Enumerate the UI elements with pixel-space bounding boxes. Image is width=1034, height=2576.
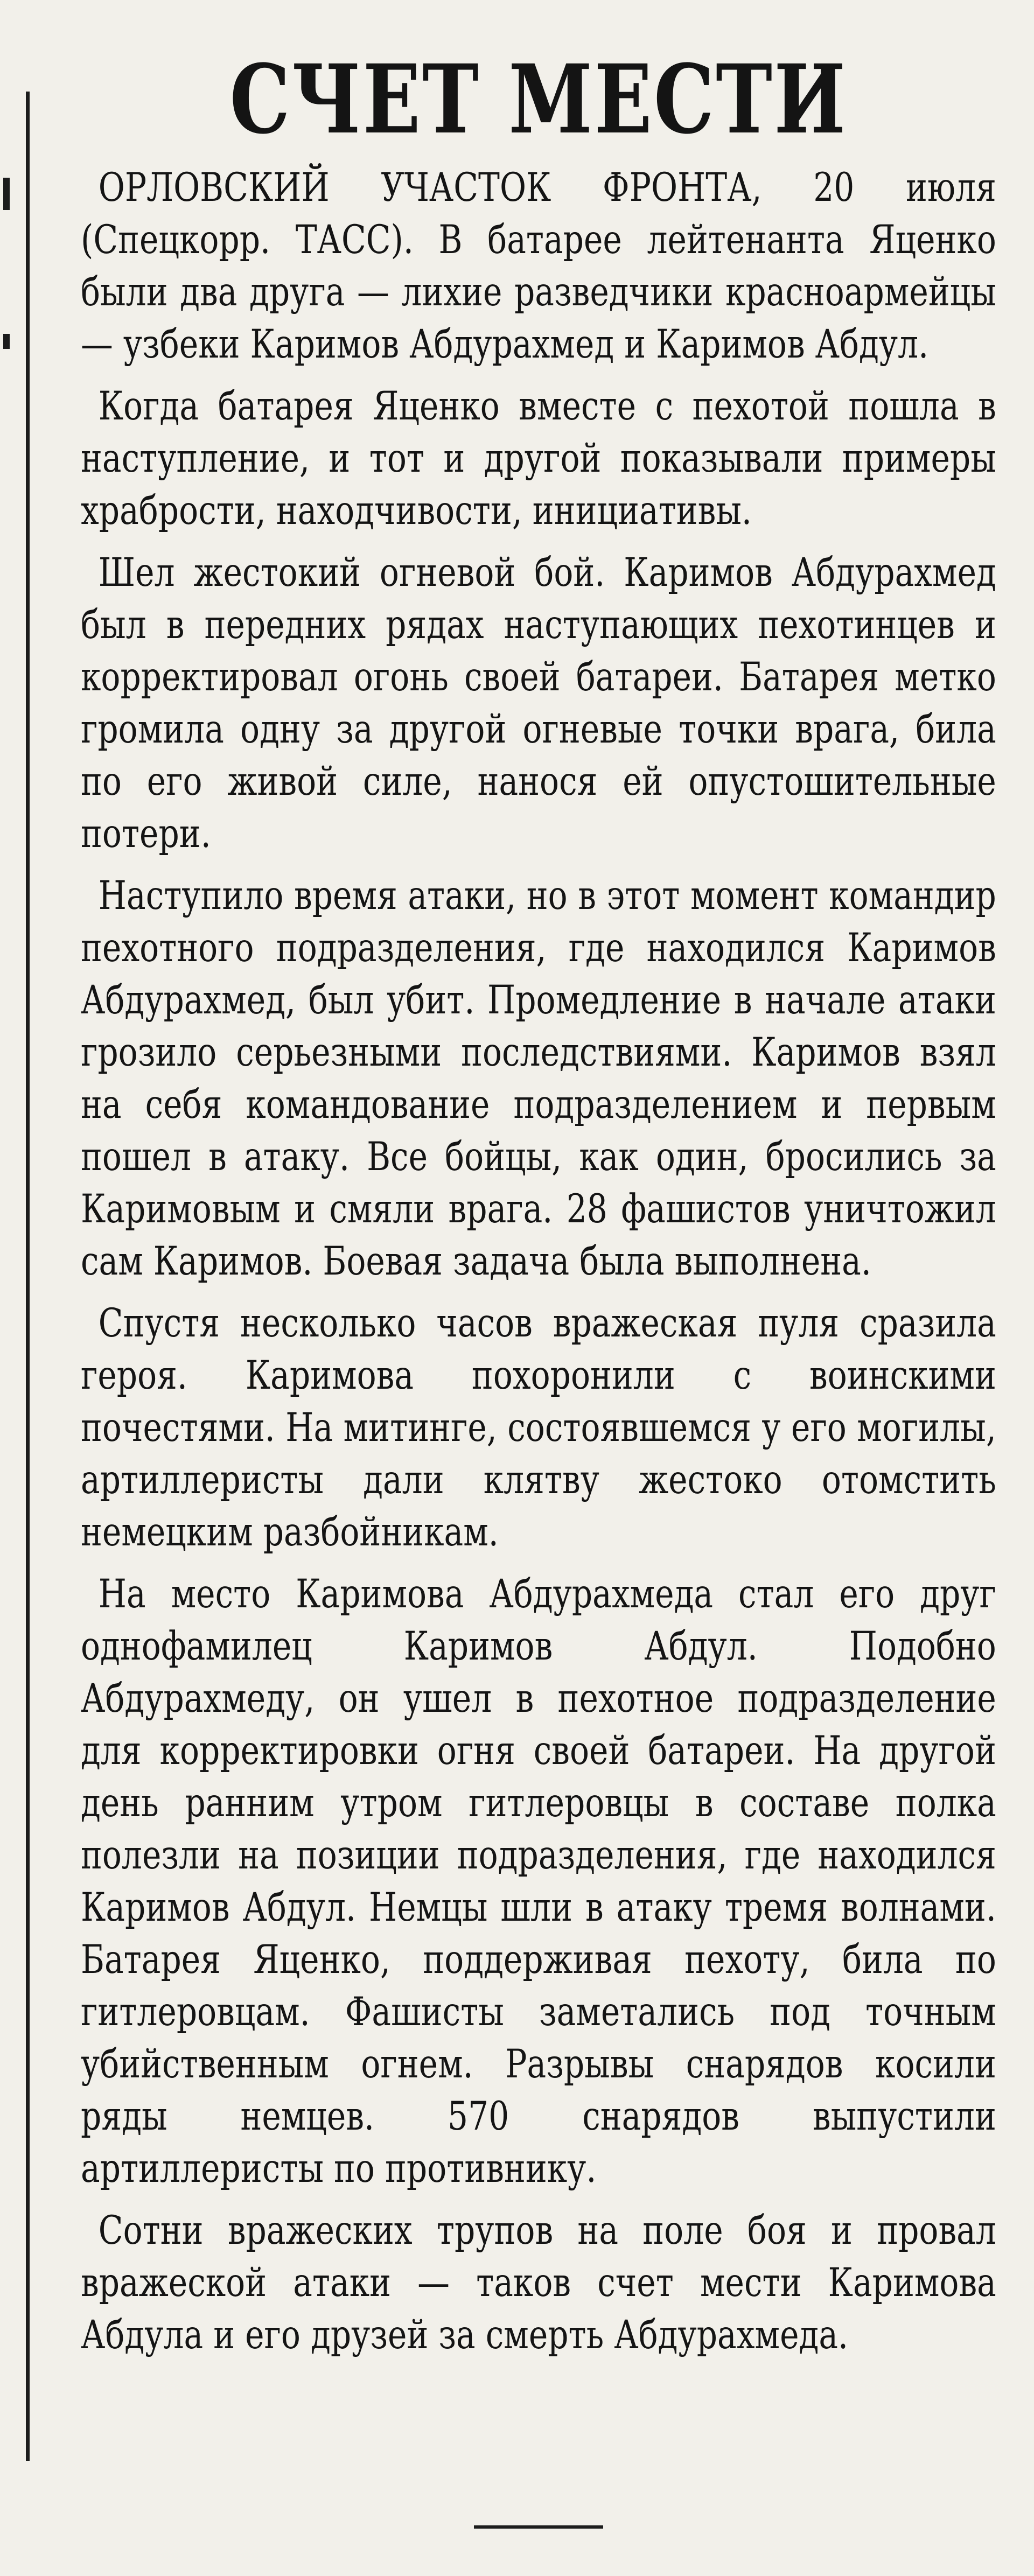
margin-tick-mark (3, 334, 10, 349)
article-paragraph: Спустя несколько часов вражеская пуля сразила героя. Каримова похоронили с воинскими почестями. На митинге, состоявшемся у его могилы, артиллеристы дали клятву жестоко отомстить немецким разбойникам. (81, 1300, 996, 1555)
article-headline: СЧЕТ МЕСТИ (229, 44, 848, 155)
article-paragraph: На место Каримова Абдурахмеда стал его друг однофамилец Каримов Абдул. Подобно Абдурахмеду, он ушел в пехотное подразделение для корректировки огня своей батареи. На другой день ранним утром гитлеровцы в составе полка полезли на позиции подразделения, где находился Каримов Абдул. Немцы шли в атаку тремя волнами. Батарея Яценко, поддерживая пехоту, била по гитлеровцам. Фашисты заметались под точным убийственным огнем. Разрывы снарядов косили ряды немцев. 570 снарядов выпустили артиллеристы по противнику. (81, 1571, 996, 2192)
article-paragraph: Наступило время атаки, но в этот момент командир пехотного подразделения, где находился Каримов Абдурахмед, был убит. Промедление в начале атаки грозило серьезными последствиями. Каримов взял на себя командование подразделением и первым пошел в атаку. Все бойцы, как один, бросились за Каримовым и смяли врага. 28 фашистов уничтожил сам Каримов. Боевая задача была выполнена. (81, 873, 996, 1284)
article-paragraph: Сотни вражеских трупов на поле боя и провал вражеской атаки — таков счет мести Каримова Абдула и его друзей за смерть Абдурахмеда. (81, 2208, 996, 2358)
article-paragraph: Шел жестокий огневой бой. Каримов Абдурахмед был в передних рядах наступающих пехотинцев и корректировал огонь своей батареи. Батарея метко громила одну за другой огневые точки врага, била по его живой силе, нанося ей опустошительные потери. (81, 550, 996, 857)
end-rule (474, 2525, 603, 2529)
article-body (81, 162, 996, 2361)
article-paragraph: Когда батарея Яценко вместе с пехотой пошла в наступление, и тот и другой показывали примеры храбрости, находчивости, инициативы. (81, 383, 996, 534)
article-paragraph: ОРЛОВСКИЙ УЧАСТОК ФРОНТА, 20 июля (Спецкорр. ТАСС). В батарее лейтенанта Яценко были два друга — лихие разведчики красноармейцы — узбеки Каримов Абдурахмед и Каримов Абдул. (81, 165, 996, 367)
article (81, 44, 996, 2371)
column-rule-left (26, 92, 30, 2461)
margin-tick-mark (3, 178, 10, 210)
